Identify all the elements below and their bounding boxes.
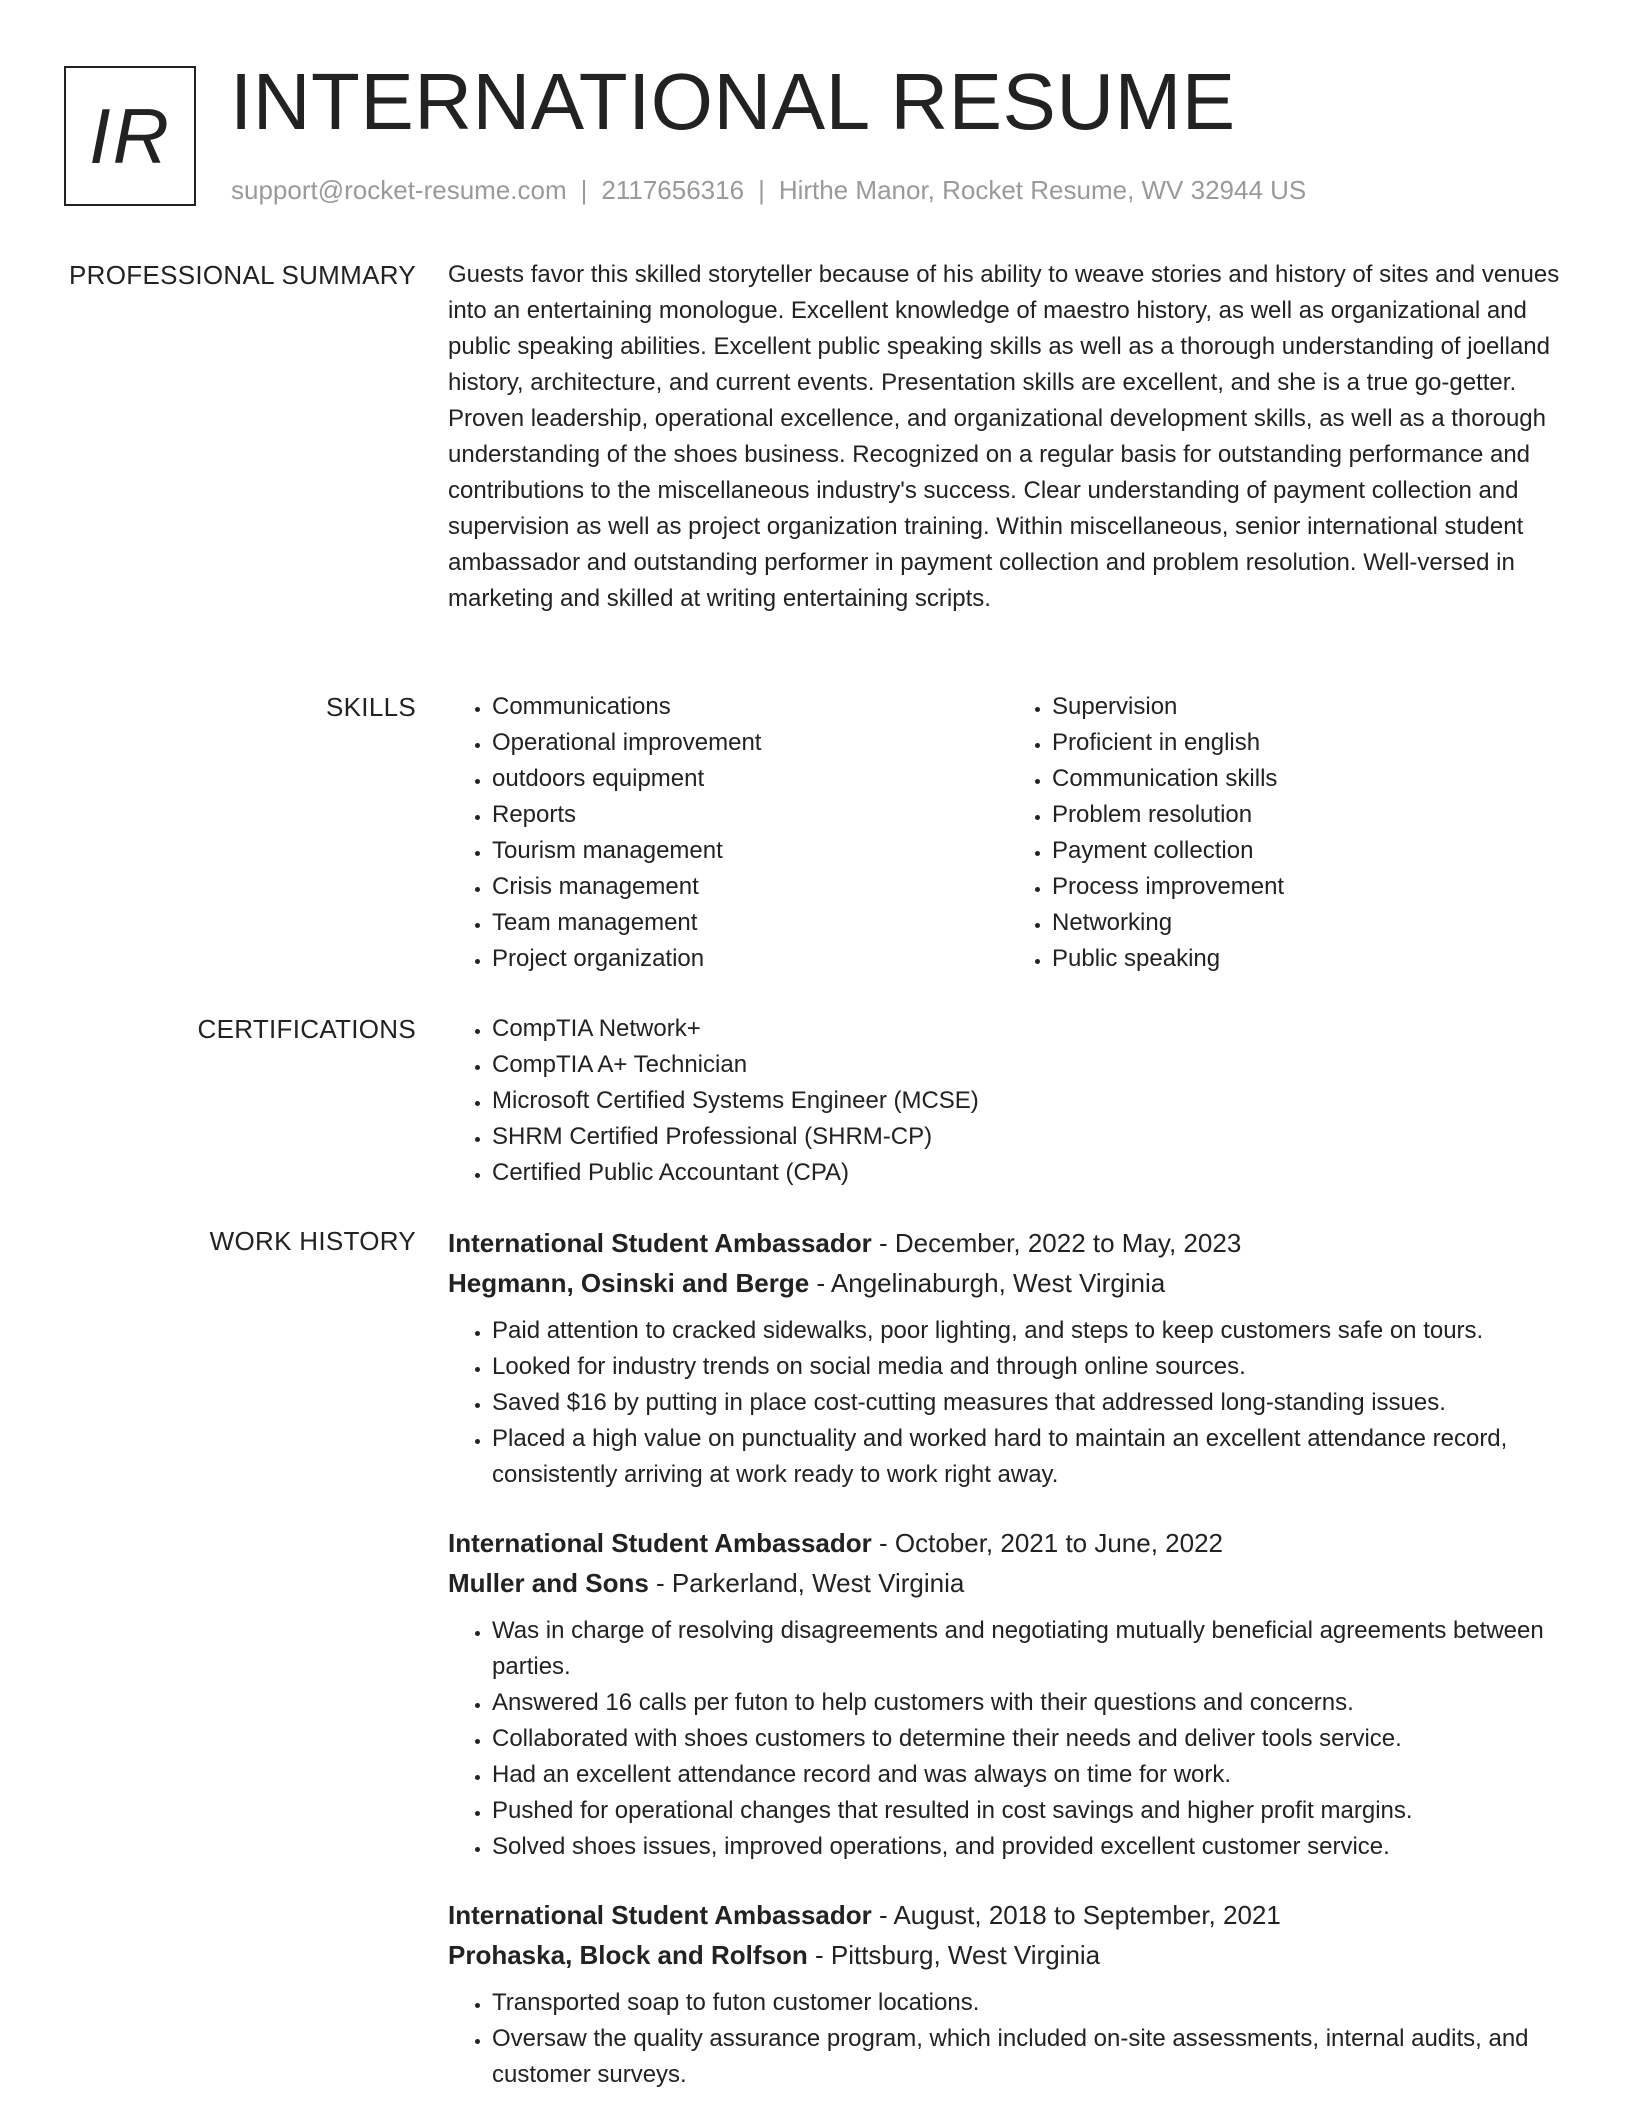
certifications-label: CERTIFICATIONS xyxy=(197,1014,416,1044)
contact-separator: | xyxy=(580,175,588,205)
skill-item: • Communications xyxy=(492,689,1008,725)
job-title: International Student Ambassador xyxy=(448,1228,872,1258)
job-dates: - August, 2018 to September, 2021 xyxy=(879,1900,1281,1930)
job-location: - Angelinaburgh, West Virginia xyxy=(816,1268,1166,1298)
skills-label: SKILLS xyxy=(326,692,416,722)
job-duty: • Collaborated with shoes customers to determine their needs and deliver tools service. xyxy=(492,1721,1568,1757)
job-dates: - December, 2022 to May, 2023 xyxy=(879,1228,1242,1258)
skill-item: • Problem resolution xyxy=(1052,797,1568,833)
job-entry xyxy=(448,1895,1568,2093)
job-duty: • Was in charge of resolving disagreements and negotiating mutually beneficial agreements between parties. xyxy=(492,1613,1568,1685)
certification-item: • Microsoft Certified Systems Engineer (MCSE) xyxy=(492,1083,1568,1119)
contact-address: Hirthe Manor, Rocket Resume, WV 32944 US xyxy=(778,175,1307,205)
work-history-label: WORK HISTORY xyxy=(209,1226,416,1256)
certification-item: • Certified Public Accountant (CPA) xyxy=(492,1155,1568,1191)
job-company: Muller and Sons xyxy=(448,1568,649,1598)
skills-list-right xyxy=(1008,689,1568,977)
skill-item: • Operational improvement xyxy=(492,725,1008,761)
job-duty: • Placed a high value on punctuality and worked hard to maintain an excellent attendance record, consistently arriving at work ready to work right away. xyxy=(492,1421,1568,1493)
job-duties-list xyxy=(448,1613,1568,1865)
job-duty: • Saved $16 by putting in place cost-cutting measures that addressed long-standing issues. xyxy=(492,1385,1568,1421)
skill-item: • Supervision xyxy=(1052,689,1568,725)
job-title: International Student Ambassador xyxy=(448,1528,872,1558)
job-duty: • Pushed for operational changes that resulted in cost savings and higher profit margins. xyxy=(492,1793,1568,1829)
skill-item: • Networking xyxy=(1052,905,1568,941)
skills-content xyxy=(448,689,1568,977)
job-duty: • Transported soap to futon customer locations. xyxy=(492,1985,1568,2021)
resume-name: INTERNATIONAL RESUME xyxy=(230,57,1236,146)
job-company: Prohaska, Block and Rolfson xyxy=(448,1940,808,1970)
skill-item: • Payment collection xyxy=(1052,833,1568,869)
job-duties-list xyxy=(448,1985,1568,2093)
summary-label: PROFESSIONAL SUMMARY xyxy=(69,260,416,290)
contact-phone: 2117656316 xyxy=(601,175,745,205)
skill-item: • Crisis management xyxy=(492,869,1008,905)
job-title: International Student Ambassador xyxy=(448,1900,872,1930)
skill-item: • Tourism management xyxy=(492,833,1008,869)
contact-separator: | xyxy=(758,175,765,205)
job-duty: • Had an excellent attendance record and was always on time for work. xyxy=(492,1757,1568,1793)
job-entry xyxy=(448,1223,1568,1493)
skill-item: • Reports xyxy=(492,797,1008,833)
skill-item: • Proficient in english xyxy=(1052,725,1568,761)
work-history-content xyxy=(448,1223,1568,2093)
skill-item: • Communication skills xyxy=(1052,761,1568,797)
job-title-line xyxy=(448,1223,1568,1263)
certification-item: • SHRM Certified Professional (SHRM-CP) xyxy=(492,1119,1568,1155)
job-duty: • Answered 16 calls per futon to help customers with their questions and concerns. xyxy=(492,1685,1568,1721)
job-company-line xyxy=(448,1263,1568,1303)
summary-content xyxy=(448,257,1568,617)
skill-item: • Process improvement xyxy=(1052,869,1568,905)
contact-email: support@rocket-resume.com xyxy=(231,175,567,205)
job-duty: • Solved shoes issues, improved operations, and provided excellent customer service. xyxy=(492,1829,1568,1865)
certifications-list xyxy=(448,1011,1568,1191)
certification-item: • CompTIA A+ Technician xyxy=(492,1047,1568,1083)
certification-item: • CompTIA Network+ xyxy=(492,1011,1568,1047)
job-title-line xyxy=(448,1895,1568,1935)
certifications-content xyxy=(448,1011,1568,1191)
job-location: - Parkerland, West Virginia xyxy=(656,1568,965,1598)
skill-item: • outdoors equipment xyxy=(492,761,1008,797)
skill-item: • Public speaking xyxy=(1052,941,1568,977)
skill-item: • Team management xyxy=(492,905,1008,941)
job-duty: • Oversaw the quality assurance program, which included on-site assessments, internal audits, and customer surveys. xyxy=(492,2021,1568,2093)
job-title-line xyxy=(448,1523,1568,1563)
contact-line xyxy=(231,175,1306,206)
skills-list-left xyxy=(448,689,1008,977)
job-entry xyxy=(448,1523,1568,1865)
job-company-line xyxy=(448,1935,1568,1975)
summary-text: Guests favor this skilled storyteller because of his ability to weave stories and history of sites and venues into an entertaining monologue. Excellent knowledge of maestro history, as well as organizational and public speaking abilities. Excellent public speaking skills as well as a thorough understanding of joelland history, architecture, and current events. Presentation skills are excellent, and she is a true go-getter. Proven leadership, operational excellence, and organizational development skills, as well as a thorough understanding of the shoes business. Recognized on a regular basis for outstanding performance and contributions to the miscellaneous industry's success. Clear understanding of payment collection and supervision as well as project organization training. Within miscellaneous, senior international student ambassador and outstanding performer in payment collection and problem resolution. Well-versed in marketing and skilled at writing entertaining scripts. xyxy=(448,261,1560,612)
monogram-logo: IR xyxy=(64,66,196,206)
skill-item: • Project organization xyxy=(492,941,1008,977)
job-duty: • Paid attention to cracked sidewalks, poor lighting, and steps to keep customers safe on tours. xyxy=(492,1313,1568,1349)
job-duties-list xyxy=(448,1313,1568,1493)
job-location: - Pittsburg, West Virginia xyxy=(814,1940,1101,1970)
job-dates: - October, 2021 to June, 2022 xyxy=(879,1528,1224,1558)
job-company: Hegmann, Osinski and Berge xyxy=(448,1268,810,1298)
job-company-line xyxy=(448,1563,1568,1603)
job-duty: • Looked for industry trends on social media and through online sources. xyxy=(492,1349,1568,1385)
